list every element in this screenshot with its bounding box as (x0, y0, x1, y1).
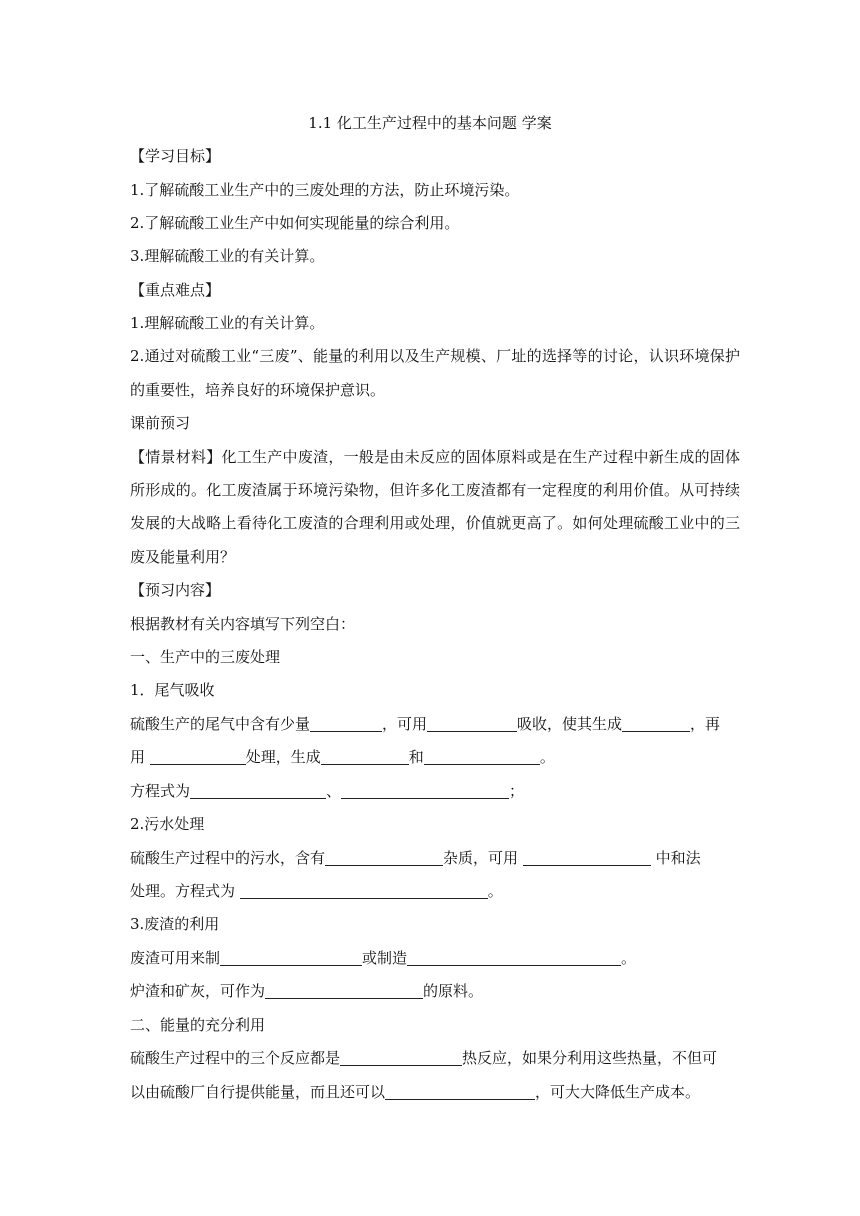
fill-blank[interactable] (523, 850, 651, 866)
section-heading-preview-content: 【预习内容】 (130, 581, 221, 599)
text-segment: 以由硫酸厂自行提供能量，而且还可以 (130, 1083, 386, 1101)
heading-slag-use: 3.废渣的利用 (130, 915, 220, 933)
fill-blank[interactable] (385, 1084, 535, 1100)
goal-item-3: 3.理解硫酸工业的有关计算。 (130, 247, 325, 265)
fill-blank[interactable] (310, 716, 382, 732)
text-segment: 杂质，可用 (443, 849, 523, 867)
text-segment: 、 (326, 782, 342, 800)
text-segment: 处理。方程式为 (130, 882, 240, 900)
text-segment: 和 (408, 748, 424, 766)
fill-blank[interactable] (340, 1050, 462, 1066)
section-heading-goals: 【学习目标】 (130, 147, 221, 165)
text-segment: 硫酸生产的尾气中含有少量 (130, 715, 311, 733)
context-line-3: 发展的大战略上看待化工废渣的合理利用或处理，价值就更高了。如何处理硫酸工业中的三 (130, 514, 740, 532)
context-line-4: 废及能量利用？ (130, 548, 236, 566)
text-segment: 。 (621, 949, 637, 967)
heading-wastewater: 2.污水处理 (130, 815, 205, 833)
fill-blank[interactable] (427, 716, 517, 732)
goal-item-2: 2.了解硫酸工业生产中如何实现能量的综合利用。 (130, 214, 460, 232)
fill-blank[interactable] (424, 749, 540, 765)
text-segment: 。 (487, 882, 503, 900)
key-point-1: 1.理解硫酸工业的有关计算。 (130, 314, 325, 332)
fill-blank[interactable] (407, 950, 621, 966)
fill-blank[interactable] (190, 783, 326, 799)
text-segment: 硫酸生产过程中的污水，含有 (130, 849, 326, 867)
slag-line-1 (130, 948, 740, 968)
fill-blank[interactable] (341, 783, 509, 799)
fill-blank[interactable] (240, 883, 488, 899)
fill-blank[interactable] (265, 983, 423, 999)
text-segment: ，再 (690, 715, 721, 733)
text-segment: 硫酸生产过程中的三个反应都是 (130, 1049, 341, 1067)
text-segment: ，可大大降低生产成本。 (535, 1083, 701, 1101)
energy-line-1 (130, 1048, 740, 1068)
goal-item-1: 1.了解硫酸工业生产中的三废处理的方法，防止环境污染。 (130, 181, 520, 199)
text-segment: 废渣可用来制 (130, 949, 221, 967)
fill-blank[interactable] (220, 950, 362, 966)
fill-blank[interactable] (150, 749, 246, 765)
text-segment: 热反应，如果分利用这些热量，不但可 (462, 1049, 718, 1067)
context-line-2: 所形成的。化工废渣属于环境污染物，但许多化工废渣都有一定程度的利用价值。从可持续 (130, 481, 740, 499)
wastewater-line-2 (130, 881, 740, 901)
text-segment: ； (509, 782, 525, 800)
equation-line (130, 781, 740, 801)
document-title: 1.1 化工生产过程中的基本问题 学案 (308, 114, 552, 132)
text-segment: ，可用 (382, 715, 428, 733)
heading-energy-use: 二、能量的充分利用 (130, 1016, 266, 1034)
tail-gas-line-2 (130, 747, 740, 767)
fill-blank[interactable] (321, 749, 409, 765)
text-segment: 处理，生成 (245, 748, 321, 766)
heading-three-wastes: 一、生产中的三废处理 (130, 648, 281, 666)
text-segment: 。 (539, 748, 555, 766)
context-line-1: 【情景材料】化工生产中废渣，一般是由未反应的固体原料或是在生产过程中新生成的固体 (130, 448, 740, 466)
text-segment: 吸收，使其生成 (517, 715, 623, 733)
text-segment: 用 (130, 748, 150, 766)
text-segment: 方程式为 (130, 782, 191, 800)
wastewater-line-1 (130, 848, 740, 868)
instruction-text: 根据教材有关内容填写下列空白： (130, 615, 356, 633)
section-heading-preview: 课前预习 (130, 414, 191, 432)
text-segment: 或制造 (362, 949, 408, 967)
key-point-2-line-2: 的重要性，培养良好的环境保护意识。 (130, 381, 386, 399)
text-segment: 中和法 (650, 849, 701, 867)
text-segment: 的原料。 (423, 982, 484, 1000)
slag-line-2 (130, 981, 740, 1001)
key-point-2-line-1: 2.通过对硫酸工业“三废”、能量的利用以及生产规模、厂址的选择等的讨论，认识环境保护 (130, 347, 740, 365)
energy-line-2 (130, 1082, 740, 1102)
text-segment: 炉渣和矿灰，可作为 (130, 982, 266, 1000)
heading-tail-gas: 1．尾气吸收 (130, 681, 215, 699)
fill-blank[interactable] (622, 716, 690, 732)
tail-gas-line-1 (130, 714, 740, 734)
section-heading-key-points: 【重点难点】 (130, 281, 221, 299)
fill-blank[interactable] (325, 850, 443, 866)
